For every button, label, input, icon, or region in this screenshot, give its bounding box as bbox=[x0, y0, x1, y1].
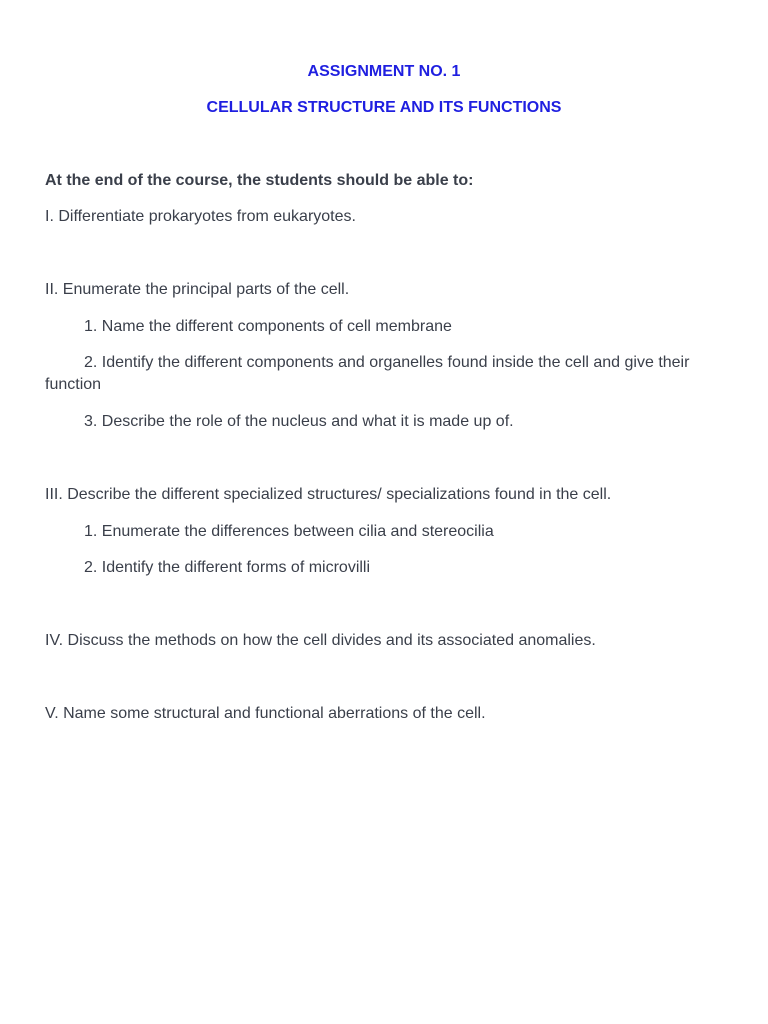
assignment-subtitle: CELLULAR STRUCTURE AND ITS FUNCTIONS bbox=[206, 99, 562, 116]
objective-2-item-2: 2. Identify the different components and organelles found inside the cell and give their function bbox=[45, 354, 690, 393]
objective-2: II. Enumerate the principal parts of the cell. bbox=[45, 281, 350, 298]
objective-2-item-1: 1. Name the different components of cell membrane bbox=[84, 318, 452, 335]
objectives-intro: At the end of the course, the students should be able to: bbox=[45, 172, 474, 189]
objective-3-item-2: 2. Identify the different forms of microvilli bbox=[84, 559, 371, 576]
objective-2-item-3: 3. Describe the role of the nucleus and what it is made up of. bbox=[84, 413, 514, 430]
objective-5: V. Name some structural and functional aberrations of the cell. bbox=[45, 705, 486, 722]
assignment-title: ASSIGNMENT NO. 1 bbox=[307, 63, 461, 80]
objective-1: I. Differentiate prokaryotes from eukaryotes. bbox=[45, 208, 356, 225]
objective-3-item-1: 1. Enumerate the differences between cilia and stereocilia bbox=[84, 523, 494, 540]
objective-4: IV. Discuss the methods on how the cell divides and its associated anomalies. bbox=[45, 632, 596, 649]
objective-3: III. Describe the different specialized structures/ specializations found in the cell. bbox=[45, 486, 612, 503]
